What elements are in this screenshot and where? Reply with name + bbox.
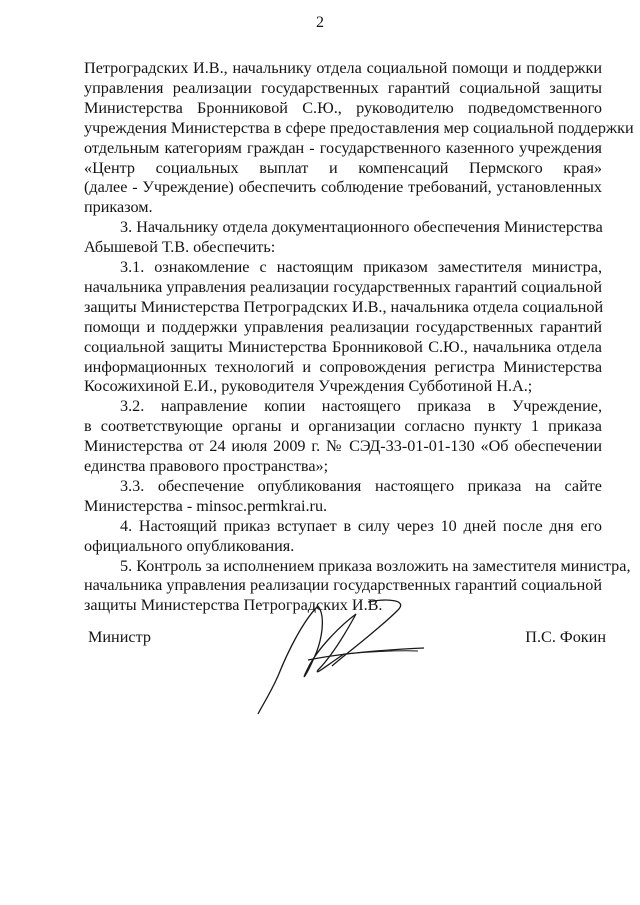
body-text-line: единства правового пространства»; xyxy=(84,457,329,475)
body-text-line: начальника управления реализации государственных гарантий социальной xyxy=(84,576,602,594)
body-text-line: Министерства - minsoc.permkrai.ru. xyxy=(84,497,328,515)
body-text-line: Министерства Бронниковой С.Ю., руководителю подведомственного xyxy=(84,99,602,117)
body-text-line: социальной защиты Министерства Бронниковой С.Ю., начальника отдела xyxy=(84,338,602,356)
body-text-line: официального опубликования. xyxy=(84,537,295,555)
body-text-line: 3.3. обеспечение опубликования настоящего приказа на сайте xyxy=(120,477,602,495)
body-text-line: 3.2. направление копии настоящего приказа в Учреждение, xyxy=(120,397,602,415)
body-text-line: 5. Контроль за исполнением приказа возложить на заместителя министра, xyxy=(120,557,631,575)
body-text-line: отдельным категориям граждан - государственного казенного учреждения xyxy=(84,139,602,157)
body-text-line: приказом. xyxy=(84,198,153,216)
body-text-line: Абышевой Т.В. обеспечить: xyxy=(84,238,276,256)
body-text-line: (далее - Учреждение) обеспечить соблюдение требований, установленных xyxy=(84,178,602,196)
body-text-line: учреждения Министерства в сфере предоставления мер социальной поддержки xyxy=(84,119,634,137)
handwritten-signature xyxy=(248,596,428,716)
signatory-name: П.С. Фокин xyxy=(525,628,606,646)
body-text-line: начальника управления реализации государственных гарантий социальной xyxy=(84,278,602,296)
body-text-line: защиты Министерства Петроградских И.В., начальника отдела социальной xyxy=(84,298,604,316)
body-text-line: в соответствующие органы и организации согласно пункту 1 приказа xyxy=(84,417,602,435)
signatory-position: Министр xyxy=(88,628,151,646)
body-text-line: Министерства от 24 июля 2009 г. № СЭД-33-01-01-130 «Об обеспечении xyxy=(84,437,602,455)
body-text-line: защиты Министерства Петроградских И.В. xyxy=(84,596,383,614)
body-text-line: помощи и поддержки управления реализации государственных гарантий xyxy=(84,318,602,336)
body-text-line: «Центр социальных выплат и компенсаций Пермского края» xyxy=(84,159,602,177)
body-text-line: Петроградских И.В., начальнику отдела социальной помощи и поддержки xyxy=(84,59,602,77)
body-text-line: 3. Начальнику отдела документационного обеспечения Министерства xyxy=(120,218,603,236)
body-text-line: 4. Настоящий приказ вступает в силу через 10 дней после дня его xyxy=(120,517,602,535)
body-text-line: Косожихиной Е.И., руководителя Учреждения Субботиной Н.А.; xyxy=(84,377,533,395)
body-text-line: 3.1. ознакомление с настоящим приказом заместителя министра, xyxy=(120,258,602,276)
page-number: 2 xyxy=(316,14,324,31)
body-text-line: информационных технологий и сопровождения регистра Министерства xyxy=(84,358,602,376)
body-text-line: управления реализации государственных гарантий социальной защиты xyxy=(84,79,602,97)
